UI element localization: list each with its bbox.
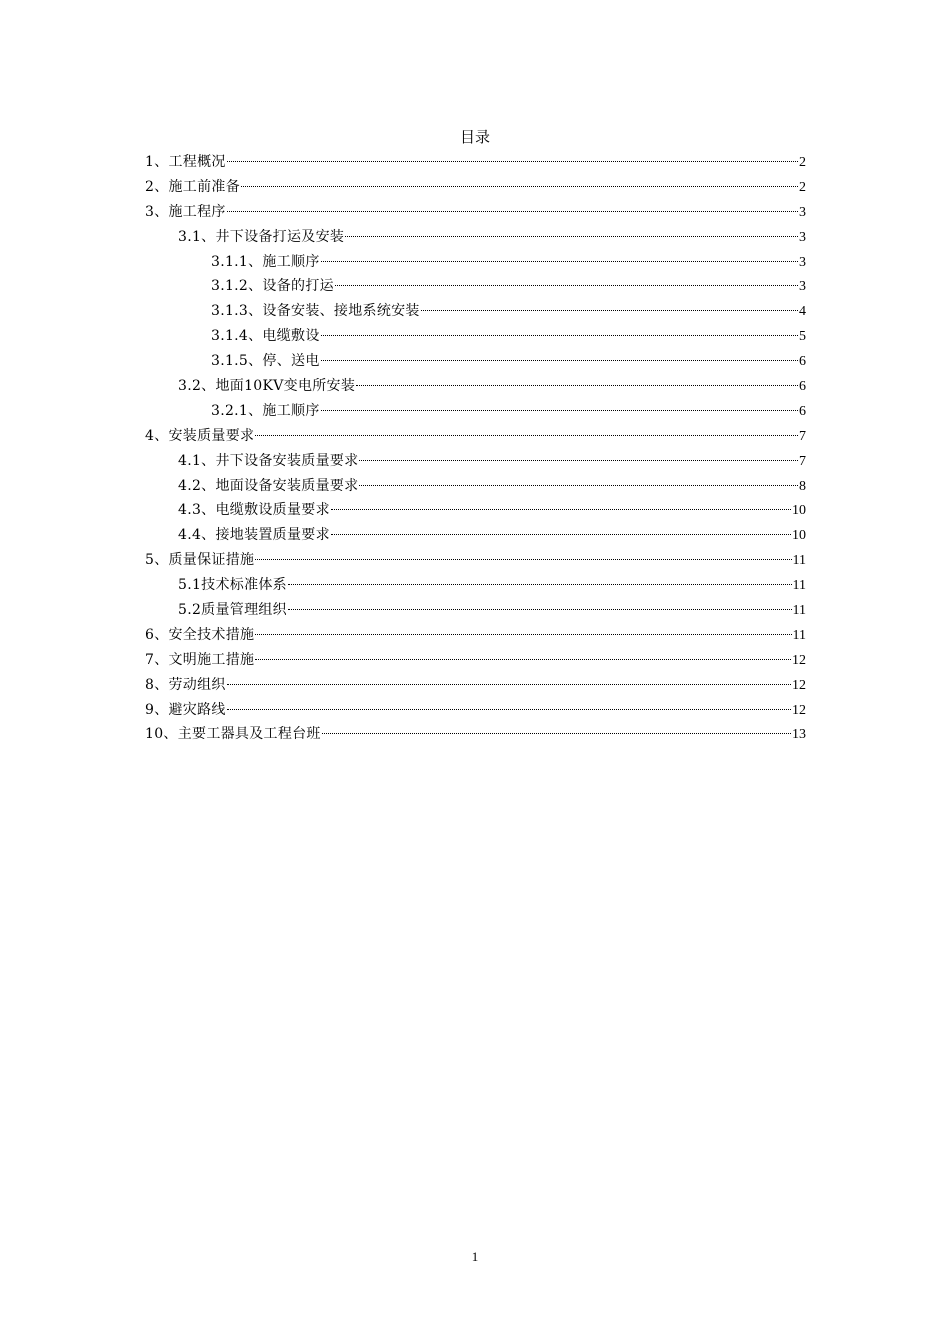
- dot-leader: [288, 583, 792, 585]
- toc-entry-label: 6、安全技术措施: [145, 626, 255, 643]
- dot-leader: [331, 533, 791, 535]
- dot-leader: [321, 334, 798, 336]
- toc-entry[interactable]: [145, 225, 806, 250]
- toc-entry-page-number: 3: [799, 254, 806, 270]
- table-of-contents: [145, 150, 806, 747]
- toc-entry[interactable]: [145, 150, 806, 175]
- toc-entry-page-number: 10: [792, 528, 806, 544]
- toc-entry-page-number: 13: [792, 727, 806, 743]
- toc-title: 目录: [459, 128, 490, 146]
- toc-entry-label: 5.2质量管理组织: [178, 602, 287, 619]
- toc-entry-label: 3、施工程序: [145, 203, 226, 220]
- toc-entry[interactable]: [145, 673, 806, 698]
- dot-leader: [421, 309, 798, 311]
- toc-entry-page-number: 12: [792, 677, 806, 693]
- toc-entry-label: 4.3、电缆敷设质量要求: [178, 502, 330, 519]
- toc-entry-label: 5、质量保证措施: [145, 552, 255, 569]
- toc-entry[interactable]: [145, 474, 806, 499]
- toc-entry-page-number: 7: [799, 428, 806, 444]
- toc-entry[interactable]: [145, 349, 806, 374]
- toc-entry-page-number: 3: [799, 204, 806, 220]
- toc-entry-label: 4、安装质量要求: [145, 427, 255, 444]
- toc-entry[interactable]: [145, 698, 806, 723]
- dot-leader: [227, 683, 791, 685]
- toc-entry-page-number: 11: [792, 578, 806, 594]
- dot-leader: [356, 384, 798, 386]
- toc-entry-page-number: 7: [799, 453, 806, 469]
- dot-leader: [227, 210, 798, 212]
- dot-leader: [227, 708, 791, 710]
- toc-entry-page-number: 6: [799, 354, 806, 370]
- dot-leader: [359, 459, 798, 461]
- dot-leader: [255, 658, 791, 660]
- toc-entry[interactable]: [145, 324, 806, 349]
- toc-entry-page-number: 11: [792, 627, 806, 643]
- toc-entry-page-number: 12: [792, 702, 806, 718]
- dot-leader: [227, 160, 798, 162]
- dot-leader: [255, 434, 798, 436]
- toc-entry-label: 4.4、接地装置质量要求: [178, 527, 330, 544]
- toc-entry[interactable]: [145, 374, 806, 399]
- toc-entry-page-number: 6: [799, 379, 806, 395]
- toc-entry[interactable]: [145, 299, 806, 324]
- dot-leader: [241, 185, 798, 187]
- toc-entry-label: 3.1.5、停、送电: [211, 353, 320, 370]
- toc-entry[interactable]: [145, 548, 806, 573]
- toc-entry[interactable]: [145, 598, 806, 623]
- dot-leader: [255, 558, 791, 560]
- toc-entry-label: 7、文明施工措施: [145, 651, 255, 668]
- toc-entry[interactable]: [145, 498, 806, 523]
- toc-entry-page-number: 2: [799, 179, 806, 195]
- toc-entry[interactable]: [145, 648, 806, 673]
- toc-entry-page-number: 4: [799, 304, 806, 320]
- dot-leader: [359, 484, 798, 486]
- toc-entry-label: 3.1.4、电缆敷设: [211, 328, 320, 345]
- dot-leader: [321, 409, 798, 411]
- dot-leader: [335, 284, 798, 286]
- toc-entry-label: 8、劳动组织: [145, 676, 226, 693]
- toc-entry-page-number: 8: [799, 478, 806, 494]
- toc-entry[interactable]: [145, 573, 806, 598]
- toc-entry-page-number: 10: [792, 503, 806, 519]
- toc-entry[interactable]: [145, 200, 806, 225]
- toc-entry-label: 3.2.1、施工顺序: [211, 402, 320, 419]
- toc-entry-page-number: 11: [792, 553, 806, 569]
- toc-entry[interactable]: [145, 722, 806, 747]
- toc-entry[interactable]: [145, 250, 806, 275]
- toc-entry-label: 3.1.2、设备的打运: [211, 278, 334, 295]
- toc-entry-label: 3.1、井下设备打运及安装: [178, 228, 345, 245]
- dot-leader: [321, 260, 798, 262]
- toc-entry-label: 5.1技术标准体系: [178, 577, 287, 594]
- dot-leader: [321, 359, 798, 361]
- toc-entry[interactable]: [145, 175, 806, 200]
- toc-entry-page-number: 12: [792, 652, 806, 668]
- toc-entry-label: 1、工程概况: [145, 154, 226, 170]
- toc-entry[interactable]: [145, 424, 806, 449]
- dot-leader: [322, 732, 791, 734]
- toc-entry-page-number: 3: [799, 279, 806, 295]
- page-number: 1: [471, 1249, 479, 1264]
- toc-entry-label: 3.1.3、设备安装、接地系统安装: [211, 303, 420, 320]
- dot-leader: [255, 633, 791, 635]
- toc-entry-label: 9、避灾路线: [145, 701, 226, 718]
- toc-entry[interactable]: [145, 449, 806, 474]
- toc-entry[interactable]: [145, 623, 806, 648]
- toc-entry-page-number: 11: [792, 603, 806, 619]
- dot-leader: [288, 608, 792, 610]
- toc-entry-label: 3.1.1、施工顺序: [211, 253, 320, 270]
- toc-entry-label: 4.1、井下设备安装质量要求: [178, 452, 359, 469]
- toc-entry-page-number: 5: [799, 329, 806, 345]
- toc-entry-label: 2、施工前准备: [145, 178, 241, 195]
- toc-entry-label: 4.2、地面设备安装质量要求: [178, 477, 359, 494]
- toc-entry[interactable]: [145, 523, 806, 548]
- toc-entry-page-number: 2: [799, 155, 806, 170]
- toc-entry-label: 3.2、地面10KV变电所安装: [178, 378, 356, 395]
- toc-entry[interactable]: [145, 274, 806, 299]
- toc-entry-page-number: 3: [799, 229, 806, 245]
- toc-entry-page-number: 6: [799, 403, 806, 419]
- dot-leader: [331, 508, 791, 510]
- dot-leader: [345, 235, 798, 237]
- toc-entry-label: 10、主要工器具及工程台班: [145, 726, 321, 743]
- toc-entry[interactable]: [145, 399, 806, 424]
